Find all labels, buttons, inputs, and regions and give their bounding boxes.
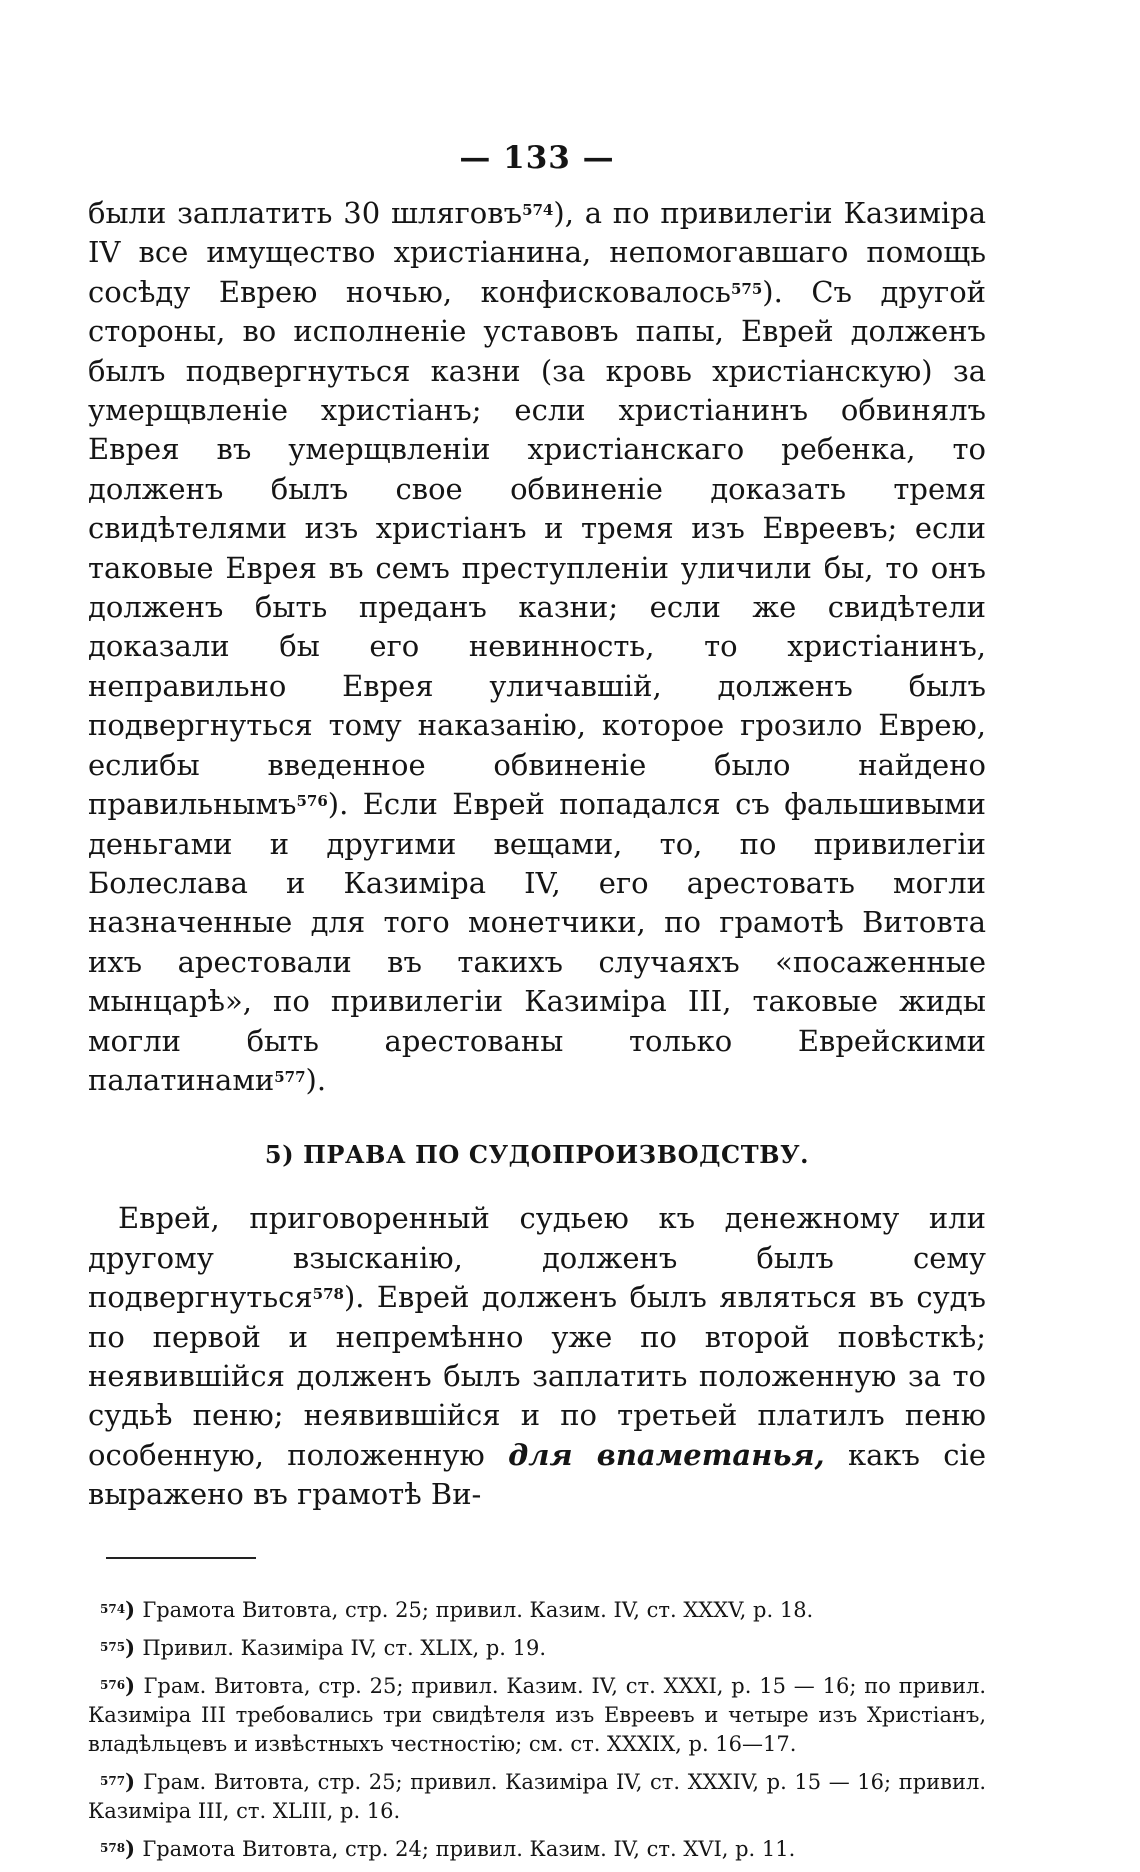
footnote-ref-574[interactable]: 574	[522, 201, 554, 219]
footnote-text: Грам. Витовта, стр. 25; привил. Казиміра IV, ст. XXXIV, р. 15 — 16; привил. Казиміра III, ст. XLIII, р. 16.	[88, 1769, 986, 1823]
footnote-text: Грамота Витовта, стр. 24; привил. Казим. IV, ст. XVI, р. 11.	[142, 1836, 796, 1861]
footnote-ref-575[interactable]: 575	[730, 279, 763, 298]
paragraph-rights-continued	[88, 194, 986, 1100]
footnote-574: $^{574}$) Грамота Витовта, стр. 25; привил. Казим. IV, ст. XXXV, р. 18.	[100, 1596, 814, 1622]
text-segment: ), а по привилегіи Казиміра IV все имущество христіанина, непомогавшаго помощь сосѣду Еврею ночью, конфисковалось	[88, 196, 987, 309]
divider-line	[106, 1557, 256, 1559]
footnote-576: $^{576}$) Грам. Витовта, стр. 25; привил. Казим. IV, ст. XXXI, р. 15 — 16; по привил. Казиміра III требовались три свидѣтеля изъ Евреевъ и четыре изъ Христіанъ, владѣльцевъ и извѣстныхъ честностію; см. ст. XXXIX, р. 16—17.	[88, 1672, 986, 1756]
footnote-mark: 576	[100, 1677, 126, 1692]
text-segment: Еврей, приговоренный судьею къ денежному или другому взысканію, долженъ былъ сему подвергнуться	[88, 1201, 986, 1315]
page-number: — 133 —	[459, 140, 615, 176]
emphasized-term: для впаметанья,	[508, 1437, 825, 1472]
footnote-text: Привил. Казиміра IV, ст. XLIX, р. 19.	[142, 1635, 547, 1660]
footnote-ref-577[interactable]: 577	[274, 1067, 306, 1086]
footnote-mark: 574	[100, 1601, 126, 1616]
section-heading: 5) ПРАВА ПО СУДОПРОИЗВОДСТВУ.	[264, 1140, 810, 1170]
footnote-578: $^{578}$) Грамота Витовта, стр. 24; привил. Казим. IV, ст. XVI, р. 11.	[100, 1835, 796, 1861]
footnotes	[88, 1595, 986, 1864]
footnote-ref-576[interactable]: 576	[296, 792, 328, 811]
body-text-section	[88, 1199, 986, 1514]
footnote-text: Грамота Витовта, стр. 25; привил. Казим. IV, ст. XXXV, р. 18.	[142, 1597, 814, 1622]
text-segment: были заплатить 30 шляговъ	[88, 196, 523, 230]
footnote-577: $^{577}$) Грам. Витовта, стр. 25; привил. Казиміра IV, ст. XXXIV, р. 15 — 16; привил. Казиміра III, ст. XLIII, р. 16.	[88, 1768, 986, 1823]
paragraph-court-procedure	[88, 1199, 986, 1514]
body-text	[88, 194, 986, 1100]
footnote-mark: 578	[100, 1840, 126, 1855]
footnote-ref-578[interactable]: 578	[312, 1285, 344, 1304]
footnote-575: $^{575}$) Привил. Казиміра IV, ст. XLIX, р. 19.	[100, 1634, 547, 1660]
footnote-mark: 575	[100, 1639, 126, 1654]
text-segment: ).	[305, 1062, 327, 1097]
footnote-divider	[88, 1545, 986, 1573]
text-segment: ). Съ другой стороны, во исполненіе уставовъ папы, Еврей долженъ былъ подвергнуться казни (за кровь христіанскую) за умерщвленіе христіанъ; если христіанинъ обвинялъ Еврея въ умерщвленіи христіанскаго ребенка, то долженъ былъ свое обвиненіе доказать тремя свидѣтелями изъ христіанъ и тремя изъ Евреевъ; если таковые Еврея въ семъ преступленіи уличили бы, то онъ долженъ быть преданъ казни; если же свидѣтели доказали бы его невинность, то христіанинъ, неправильно Еврея уличавшій, долженъ былъ подвергнуться тому наказанію, которое грозило Еврею, еслибы введенное обвиненіе было найдено правильнымъ	[88, 274, 987, 822]
footnote-text: Грам. Витовта, стр. 25; привил. Казим. IV, ст. XXXI, р. 15 — 16; по привил. Казиміра III требовались три свидѣтеля изъ Евреевъ и четыре изъ Христіанъ, владѣльцевъ и извѣстныхъ честностію; см. ст. XXXIX, р. 16—17.	[88, 1673, 986, 1756]
text-segment: какъ сіе выражено въ грамотѣ Ви-	[88, 1437, 986, 1512]
text-segment: ). Еврей долженъ былъ являться въ судъ по первой и непремѣнно уже по второй повѣсткѣ; неявившійся долженъ былъ заплатить положенную за то судьѣ пеню; неявившійся и по третьей платилъ пеню особенную, положенную	[88, 1280, 986, 1472]
footnote-mark: 577	[100, 1773, 126, 1788]
text-segment: ). Если Еврей попадался съ фальшивыми деньгами и другими вещами, то, по привилегіи Болеслава и Казиміра IV, его арестовать могли назначенные для того монетчики, по грамотѣ Витовта ихъ арестовали въ такихъ случаяхъ «посаженные мынцарѣ», по привилегіи Казиміра III, таковые жиды могли быть арестованы только Еврейскими палатинами	[88, 787, 986, 1097]
book-page	[88, 140, 986, 1872]
